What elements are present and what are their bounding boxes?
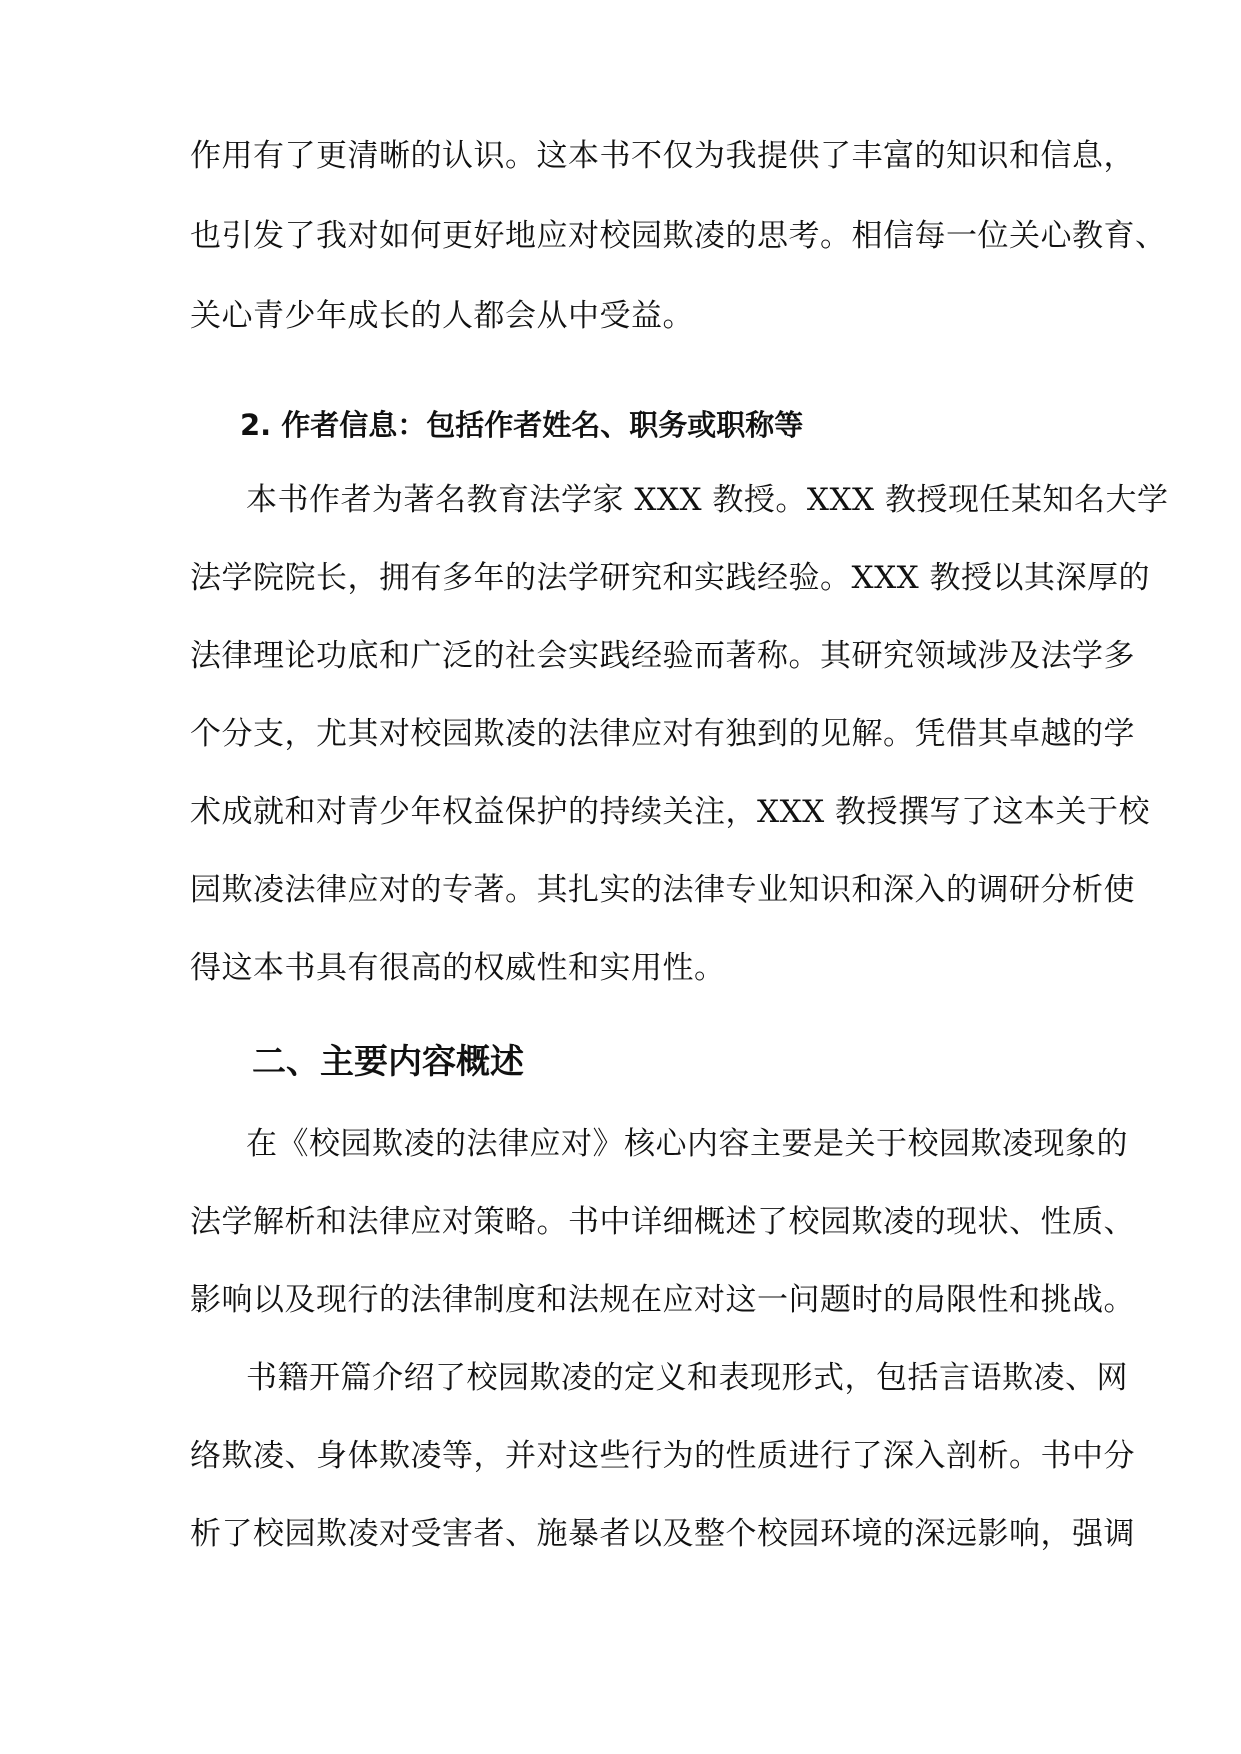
- author-line-2: 法学院院长，拥有多年的法学研究和实践经验。XXX 教授以其深厚的: [190, 560, 1151, 596]
- author-line-5: 术成就和对青少年权益保护的持续关注，XXX 教授撰写了这本关于校: [190, 794, 1151, 830]
- author-line-4: 个分支，尤其对校园欺凌的法律应对有独到的见解。凭借其卓越的学: [190, 716, 1135, 752]
- author-line-3: 法律理论功底和广泛的社会实践经验而著称。其研究领域涉及法学多: [190, 638, 1135, 674]
- overview-section-heading: 二、主要内容概述: [252, 1042, 524, 1082]
- intro-line-2: 也引发了我对如何更好地应对校园欺凌的思考。相信每一位关心教育、: [190, 218, 1167, 254]
- overview-p2-line-1: 书籍开篇介绍了校园欺凌的定义和表现形式，包括言语欺凌、网: [246, 1360, 1128, 1396]
- intro-line-3: 关心青少年成长的人都会从中受益。: [190, 298, 694, 334]
- author-line-6: 园欺凌法律应对的专著。其扎实的法律专业知识和深入的调研分析使: [190, 872, 1135, 908]
- intro-line-1: 作用有了更清晰的认识。这本书不仅为我提供了丰富的知识和信息，: [190, 138, 1135, 174]
- author-line-1: 本书作者为著名教育法学家 XXX 教授。XXX 教授现任某知名大学: [246, 482, 1169, 518]
- author-line-7: 得这本书具有很高的权威性和实用性。: [190, 950, 726, 986]
- overview-p1-line-1: 在《校园欺凌的法律应对》核心内容主要是关于校园欺凌现象的: [246, 1126, 1128, 1162]
- overview-p2-line-2: 络欺凌、身体欺凌等，并对这些行为的性质进行了深入剖析。书中分: [190, 1438, 1135, 1474]
- overview-p1-line-2: 法学解析和法律应对策略。书中详细概述了校园欺凌的现状、性质、: [190, 1204, 1135, 1240]
- author-section-heading: 2. 作者信息：包括作者姓名、职务或职称等: [240, 408, 804, 442]
- overview-p2-line-3: 析了校园欺凌对受害者、施暴者以及整个校园环境的深远影响，强调: [190, 1516, 1135, 1552]
- overview-p1-line-3: 影响以及现行的法律制度和法规在应对这一问题时的局限性和挑战。: [190, 1282, 1135, 1318]
